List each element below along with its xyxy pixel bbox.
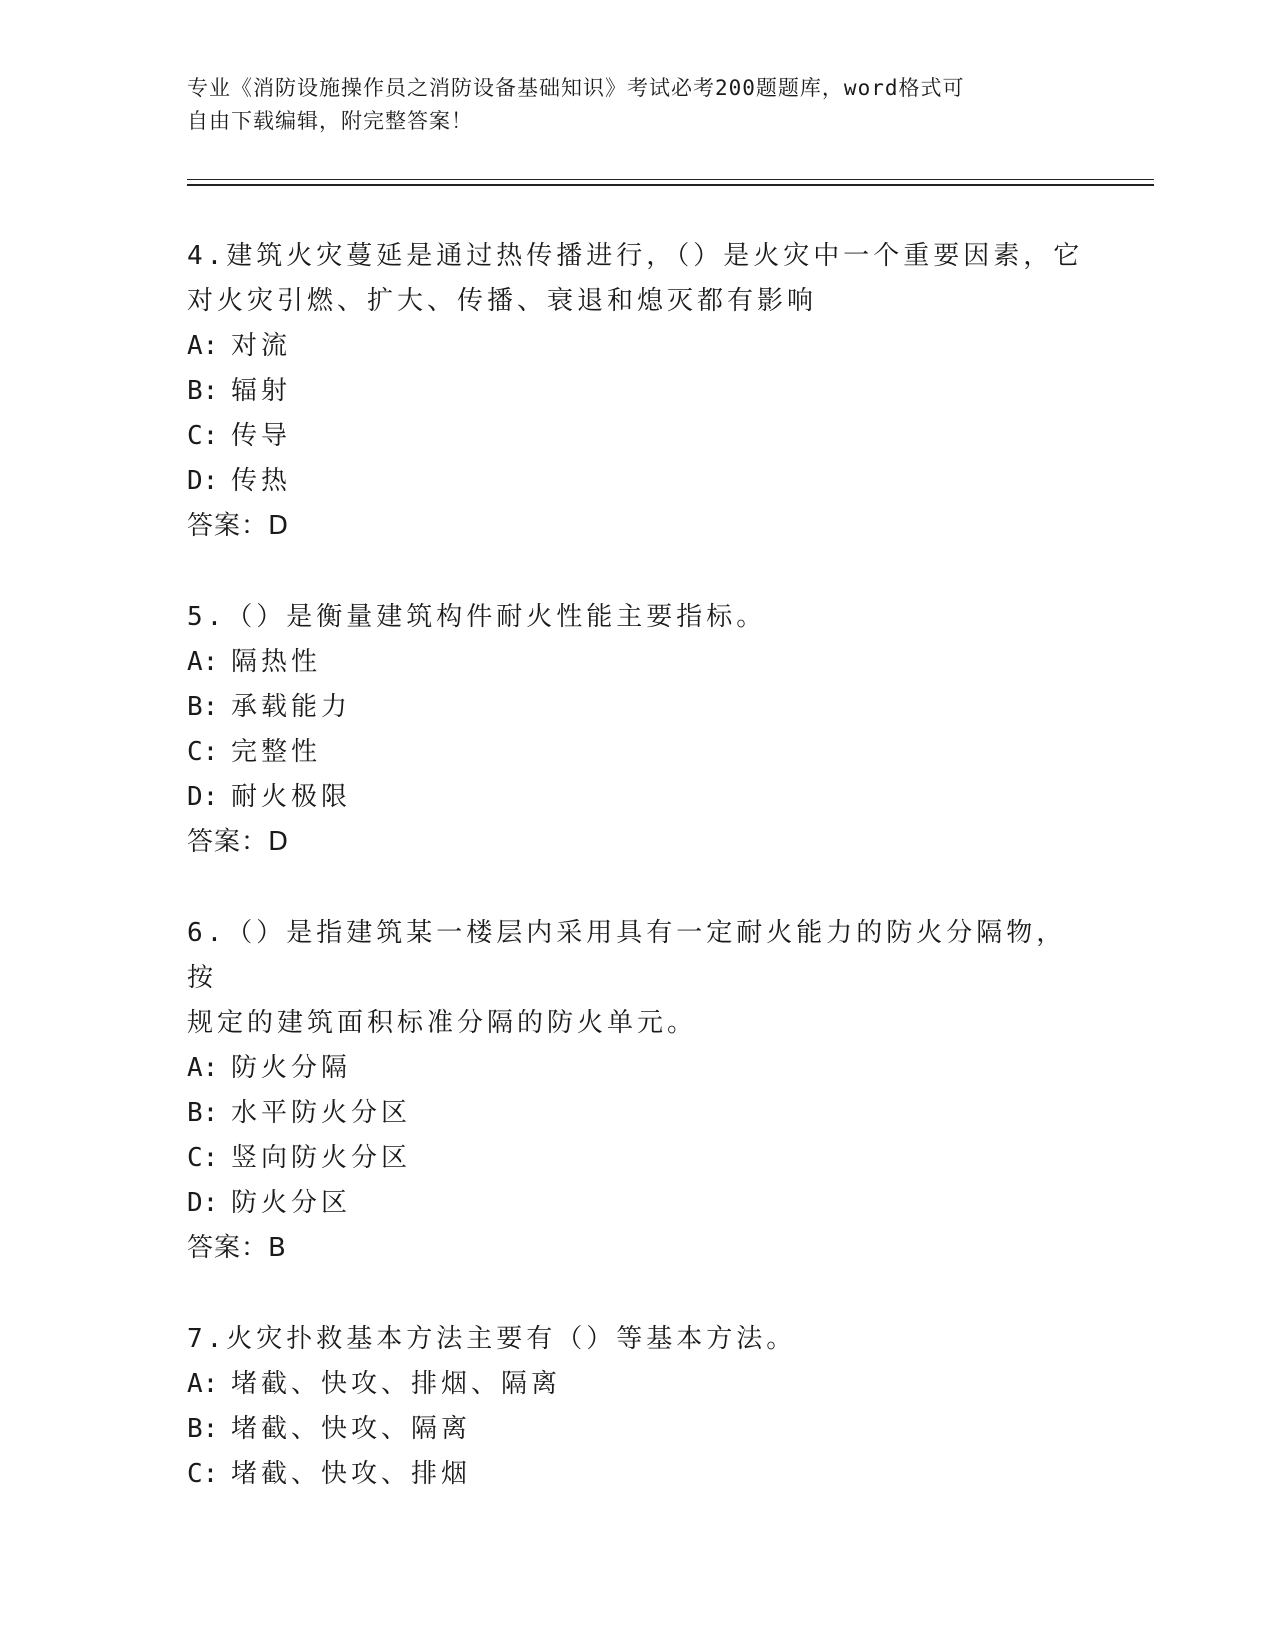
answer-line: 答案：D <box>187 511 290 541</box>
answer-line: 答案：D <box>187 827 290 857</box>
question-stem-line: 7.火灾扑救基本方法主要有（）等基本方法。 <box>187 1324 797 1354</box>
header-divider-top <box>187 179 1154 180</box>
option-key: B: <box>187 1098 219 1128</box>
option-key: A: <box>187 647 219 677</box>
option-text: 隔热性 <box>231 647 322 677</box>
option-c <box>187 730 1087 775</box>
option-c <box>187 1136 1087 1181</box>
header-line-2: 自由下载编辑，附完整答案！ <box>187 109 473 133</box>
option-a <box>187 324 1087 369</box>
option-text: 堵截、快攻、排烟 <box>231 1459 472 1489</box>
option-text: 完整性 <box>231 737 322 767</box>
option-key: C: <box>187 1459 219 1489</box>
option-d <box>187 1181 1087 1226</box>
option-d <box>187 775 1087 820</box>
option-text: 辐射 <box>231 376 292 406</box>
option-b <box>187 685 1087 730</box>
option-key: B: <box>187 1414 219 1444</box>
option-key: C: <box>187 421 219 451</box>
header-line-1: 专业《消防设施操作员之消防设备基础知识》考试必考200题题库，word格式可 <box>187 76 965 100</box>
option-key: D: <box>187 1188 219 1218</box>
option-c <box>187 1452 1087 1497</box>
answer-line: 答案：B <box>187 1233 287 1263</box>
option-text: 传导 <box>231 421 292 451</box>
option-text: 堵截、快攻、排烟、隔离 <box>231 1369 562 1399</box>
question-7 <box>187 1317 1087 1497</box>
option-key: C: <box>187 1143 219 1173</box>
option-a <box>187 1362 1087 1407</box>
option-text: 耐火极限 <box>231 782 352 812</box>
question-5 <box>187 595 1087 865</box>
option-text: 传热 <box>231 466 292 496</box>
question-stem-line: 5.（）是衡量建筑构件耐火性能主要指标。 <box>187 602 767 632</box>
option-key: A: <box>187 1053 219 1083</box>
option-key: A: <box>187 331 219 361</box>
option-text: 防火分区 <box>231 1188 352 1218</box>
option-key: C: <box>187 737 219 767</box>
option-text: 对流 <box>231 331 292 361</box>
option-a <box>187 1046 1087 1091</box>
question-stem-line: 6.（）是指建筑某一楼层内采用具有一定耐火能力的防火分隔物，按 <box>187 918 1067 993</box>
option-key: D: <box>187 782 219 812</box>
option-a <box>187 640 1087 685</box>
option-b <box>187 1091 1087 1136</box>
question-stem-line: 对火灾引燃、扩大、传播、衰退和熄灭都有影响 <box>187 286 818 316</box>
option-key: D: <box>187 466 219 496</box>
option-b <box>187 1407 1087 1452</box>
option-text: 水平防火分区 <box>231 1098 412 1128</box>
question-list <box>187 234 1087 1543</box>
option-b <box>187 369 1087 414</box>
option-text: 承载能力 <box>231 692 352 722</box>
option-text: 防火分隔 <box>231 1053 352 1083</box>
question-stem-line: 4.建筑火灾蔓延是通过热传播进行，（）是火灾中一个重要因素，它 <box>187 241 1084 271</box>
question-4 <box>187 234 1087 549</box>
document-header <box>187 72 1067 138</box>
header-divider-bottom <box>187 184 1154 186</box>
option-d <box>187 459 1087 504</box>
option-key: B: <box>187 692 219 722</box>
option-text: 竖向防火分区 <box>231 1143 412 1173</box>
question-stem-line: 规定的建筑面积标准分隔的防火单元。 <box>187 1008 698 1038</box>
option-c <box>187 414 1087 459</box>
option-text: 堵截、快攻、隔离 <box>231 1414 472 1444</box>
option-key: A: <box>187 1369 219 1399</box>
option-key: B: <box>187 376 219 406</box>
question-6 <box>187 911 1087 1271</box>
